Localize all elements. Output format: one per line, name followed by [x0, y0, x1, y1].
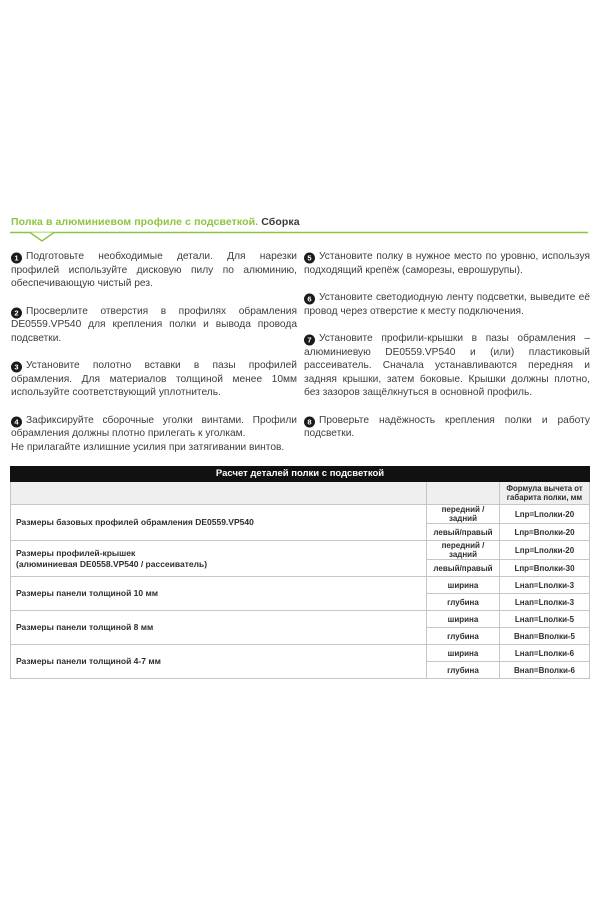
table-subheader-row [11, 482, 590, 505]
group-label: Размеры панели толщиной 10 мм [16, 588, 159, 599]
table-row [11, 611, 590, 628]
calc-table [10, 466, 590, 679]
group-label-cell [11, 505, 427, 541]
part-cell: передний /задний [427, 541, 500, 560]
table-row [11, 645, 590, 662]
formula-cell: Внап=Вполки-5 [500, 628, 590, 645]
step-badge-5 [304, 253, 315, 264]
instructions [11, 250, 590, 468]
step-number: 3 [14, 362, 19, 372]
group-label-cell [11, 645, 427, 679]
formula-cell: Lпр=Lполки-20 [500, 505, 590, 524]
instruction-text: Установите светодиодную ленту подсветки, выведите её провод через отверстие к месту подключения. [304, 292, 590, 317]
instruction-text: Подготовьте необходимые детали. Для нарезки профилей используйте дисковую пилу по алюминию, обеспечивающую чистый рез. [11, 251, 297, 289]
step-badge-6 [304, 294, 315, 305]
subheader-empty-cell [11, 482, 427, 505]
formula-cell: Lнап=Lполки-3 [500, 577, 590, 594]
table-row [11, 577, 590, 594]
chevron-down-icon [30, 233, 54, 242]
step-badge-3 [11, 362, 22, 373]
group-label: Размеры панели толщиной 8 мм [16, 622, 154, 633]
page-title-accent: Полка в алюминиевом профиле с подсветкой. [11, 216, 259, 228]
part-cell: ширина [427, 577, 500, 594]
formula-cell: Lпр=Вполки-20 [500, 524, 590, 541]
instruction-item-6 [304, 291, 590, 318]
instruction-text: Зафиксируйте сборочные уголки винтами. Профили обрамления должны плотно прилегать к уголкам. [11, 414, 297, 439]
instruction-item-7 [304, 332, 590, 400]
step-badge-2 [11, 307, 22, 318]
instruction-text: Просверлите отверстия в профилях обрамления DE0559.VP540 для крепления полки и вывода провода подсветки. [11, 305, 297, 344]
formula-cell: Lнап=Lполки-5 [500, 611, 590, 628]
table-row [11, 505, 590, 524]
part-cell: передний /задний [427, 505, 500, 524]
step-badge-4 [11, 416, 22, 427]
group-label-cell [11, 611, 427, 645]
step-number: 1 [14, 253, 19, 263]
group-label-cell [11, 577, 427, 611]
group-label-cell [11, 541, 427, 577]
group-label: Размеры профилей-крышек [16, 548, 136, 558]
instructions-left-column [11, 250, 297, 468]
table-title-bar [11, 467, 590, 482]
formula-cell: Внап=Вполки-6 [500, 662, 590, 679]
part-cell: левый/правый [427, 524, 500, 541]
step-badge-8 [304, 416, 315, 427]
instructions-right-column [304, 250, 590, 468]
step-number: 5 [307, 253, 312, 263]
instruction-note: Не прилагайте излишние усилия при затягивании винтов. [11, 441, 285, 453]
part-cell: глубина [427, 628, 500, 645]
step-number: 6 [307, 294, 312, 304]
instruction-item-2 [11, 305, 297, 346]
table-title: Расчет деталей полки с подсветкой [11, 467, 590, 482]
instruction-item-8 [304, 414, 590, 441]
step-number: 8 [307, 417, 312, 426]
step-badge-1 [11, 253, 22, 264]
part-cell: левый/правый [427, 560, 500, 577]
formula-cell: Lпр=Вполки-30 [500, 560, 590, 577]
page-title [11, 216, 300, 228]
part-cell: глубина [427, 594, 500, 611]
formula-cell: Lнап=Lполки-6 [500, 645, 590, 662]
step-number: 4 [14, 417, 19, 426]
step-badge-7 [304, 335, 315, 346]
part-cell: ширина [427, 611, 500, 628]
group-label: Размеры панели толщиной 4-7 мм [16, 656, 161, 667]
page-title-suffix: Сборка [261, 216, 300, 228]
title-underline [10, 231, 588, 245]
part-cell: ширина [427, 645, 500, 662]
step-number: 2 [14, 308, 19, 317]
group-label: Размеры базовых профилей обрамления DE0559.VP540 [16, 517, 254, 528]
instruction-item-4 [11, 414, 297, 455]
table-row [11, 541, 590, 560]
part-cell: глубина [427, 662, 500, 679]
step-number: 7 [307, 335, 312, 345]
instruction-item-3 [11, 359, 297, 400]
formula-column-header: Формула вычета от габарита полки, мм [500, 482, 590, 505]
subheader-empty-cell [427, 482, 500, 505]
formula-cell: Lнап=Lполки-3 [500, 594, 590, 611]
instruction-item-1 [11, 250, 297, 291]
group-label-secondary: (алюминиевая DE0558.VP540 / рассеиватель) [16, 558, 208, 569]
instruction-text: Установите профили-крышки в пазы обрамления – алюминиевую DE0559.VP540 и (или) пластиковый рассеиватель. Сначала устанавливаются передняя и задняя крышки, затем боковые. Крышки должны плотно, без зазоров защёлкнуться в основной профиль. [304, 333, 590, 398]
instruction-item-5 [304, 250, 590, 277]
instruction-text: Установите полотно вставки в пазы профилей обрамления. Для материалов толщиной менее 10мм используйте соответствующий уплотнитель. [11, 360, 297, 398]
instruction-text: Установите полку в нужное место по уровню, используя подходящий крепёж (саморезы, еврошурупы). [304, 251, 590, 276]
formula-cell: Lпр=Lполки-20 [500, 541, 590, 560]
instruction-text: Проверьте надёжность крепления полки и работу подсветки. [304, 414, 590, 439]
